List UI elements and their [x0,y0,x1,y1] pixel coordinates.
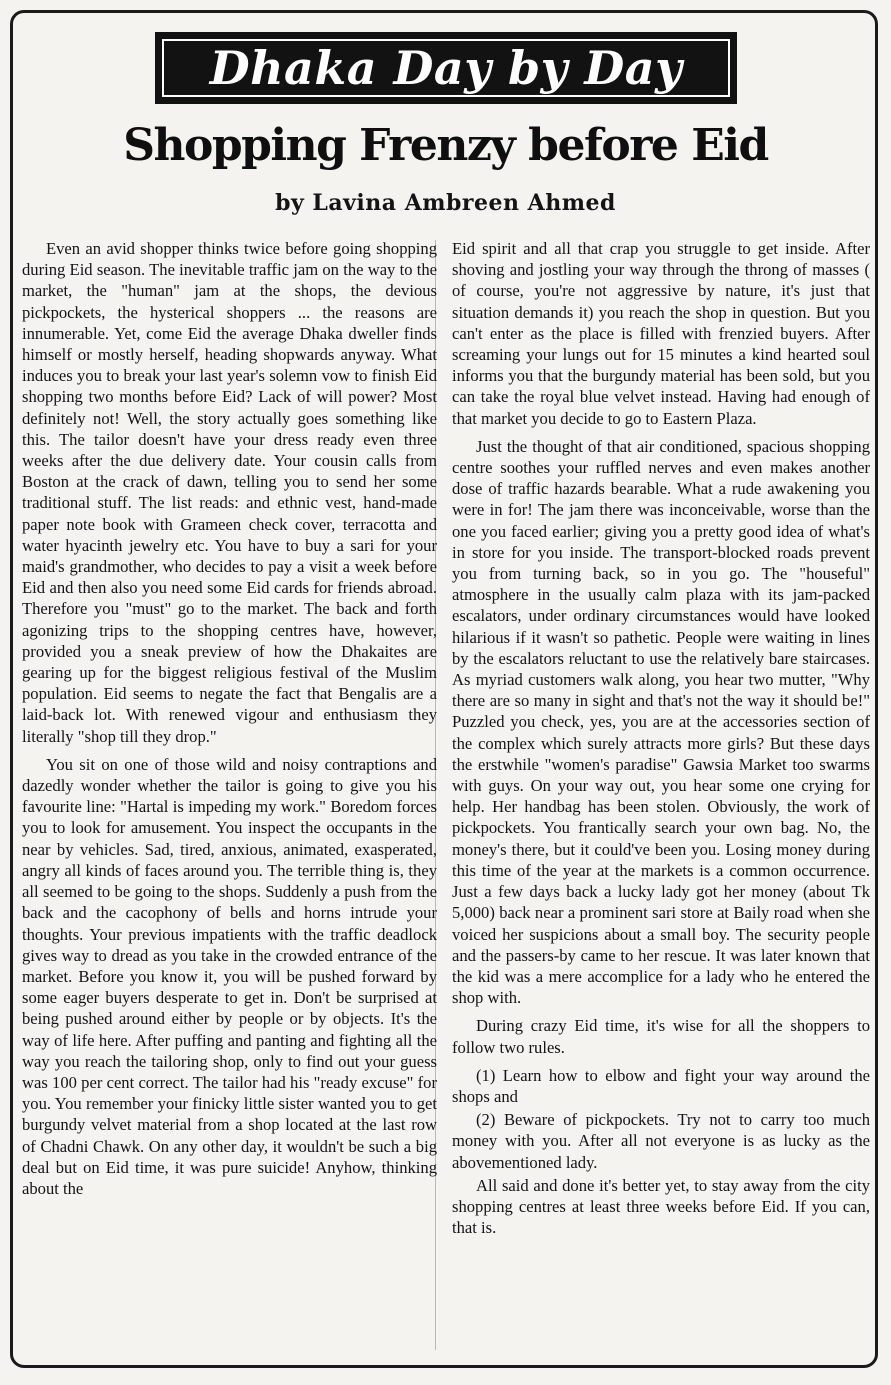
paragraph: Eid spirit and all that crap you struggle to get inside. After shoving and jostling your way through the throng of masses ( of course, you're not aggressive by nature, it's just that situation demands it) you reach the shop in question. But you can't enter as the place is filled with frenzied buyers. After screaming your lungs out for 15 minutes a kind hearted soul informs you that the burgundy material has been sold, but you can take the royal blue velvet instead. Having had enough of that market you decide to go to Eastern Plaza. [452,239,870,428]
paragraph: During crazy Eid time, it's wise for all the shoppers to follow two rules. [452,1016,870,1057]
article-headline: Shopping Frenzy before Eid [123,120,768,171]
paragraph: All said and done it's better yet, to stay away from the city shopping centres at least three weeks before Eid. If you can, that is. [452,1175,870,1238]
paragraph: You sit on one of those wild and noisy contraptions and dazedly wonder whether the tailor is going to give you his favourite line: "Hartal is impeding my work." Boredom forces you to look for amusement. You inspect the occupants in the near by vehicles. Sad, tired, anxious, animated, exasperated, angry all kinds of faces around you. The terrible thing is, they all seemed to be going to the shops. Suddenly a push from the back and the cacophony of bells and horns intrude your thoughts. Your previous impatients with the traffic deadlock gives way to dread as you take in the crowded entrance of the market. Before you know it, you will be pushed forward by some eager buyers desperate to get in. Don't be surprised at being pushed around either by people or by objects. It's the way of life here. After puffing and panting and fighting all the way you reach the tailoring shop, only to find out your guess was 100 per cent correct. The tailor had his "ready excuse" for you. You remember your finicky little sister wanted you to get burgundy velvet material from a shop located at the last row of Chadni Chawk. On any other day, it wouldn't be such a big deal but on Eid time, it was pure suicide! Anyhow, thinking about the [22,754,437,1198]
paragraph: Just the thought of that air conditioned, spacious shopping centre soothes your ruffled nerves and even makes another dose of traffic hazards bearable. What a rude awakening you were in for! The jam there was inconceivable, worse than the one you faced earlier; giving you a pretty good idea of what's in store for you inside. The transport-blocked roads prevent you from turning back, so in you go. The "houseful" atmosphere in the usually calm plaza with its jam-packed escalators, under ordinary circumstances would have looked hilarious if it wasn't so pathetic. People were waiting in lines by the escalators reluctant to use the relatively bare staircases. As myriad customers walk along, you hear two mutter, "Why there are so many in sight and that's not the way it should be!" Puzzled you check, yes, you are at the accessories section of the complex which surely attracts more girls? But these days the erstwhile "women's paradise" Gawsia Market too swarms with guys. On your way out, you hear some one crying for help. Her handbag has been stolen. Obviously, the work of pickpockets. You frantically search your own bag. No, the money's there, but it could've been you. Losing money during this time of the year at the markets is a common occurrence. Just a few days back a lucky lady got her money (about Tk 5,000) back near a prominent sari store at Baily road when she voiced her suspicions about a small boy. The security people and the passers-by came to her rescue. It was later known that the kid was a mere accomplice for a lady who he entered the shop with. [452,436,870,1008]
section-banner [155,32,737,104]
rule-item: (2) Beware of pickpockets. Try not to carry too much money with you. After all not everyone is as lucky as the abovementioned lady. [452,1110,870,1172]
section-title: Dhaka Day by Day [209,41,683,95]
paragraph: Even an avid shopper thinks twice before going shopping during Eid season. The inevitable traffic jam on the way to the market, the "human" jam at the shops, the devious pickpockets, the hysterical shoppers ... the reasons are innumerable. Yet, come Eid the average Dhaka dweller finds himself or mostly herself, heading shopwards anyway. What induces you to break your last year's solemn vow to finish Eid shopping two months before Eid? Lack of will power? Most definitely not! Well, the story actually goes something like this. The tailor doesn't have your dress ready even three weeks after the due delivery date. Your cousin calls from Boston at the crack of dawn, telling you to send her some traditional stuff. The list reads: and ethnic vest, hand-made paper note book with Grameen check cover, terracotta and water hyacinth jewelry etc. You have to buy a sari for your maid's grandmother, who decides to pay a visit a week before Eid and then also you need some Eid cards for friends abroad. Therefore you "must" go to the market. The back and forth agonizing trips to the shopping centres have, however, provided you a sneak preview of how the Dhakaites are gearing up for the biggest religious festival of the Muslim population. Eid seems to negate the fact that Bengalis are a laid-back lot. With renewed vigour and enthusiasm they literally "shop till they drop." [22,239,437,746]
rule-item: (1) Learn how to elbow and fight your way around the shops and [452,1065,870,1106]
left-column [22,238,437,1206]
article-byline: by Lavina Ambreen Ahmed [275,190,616,216]
right-column [452,238,870,1245]
